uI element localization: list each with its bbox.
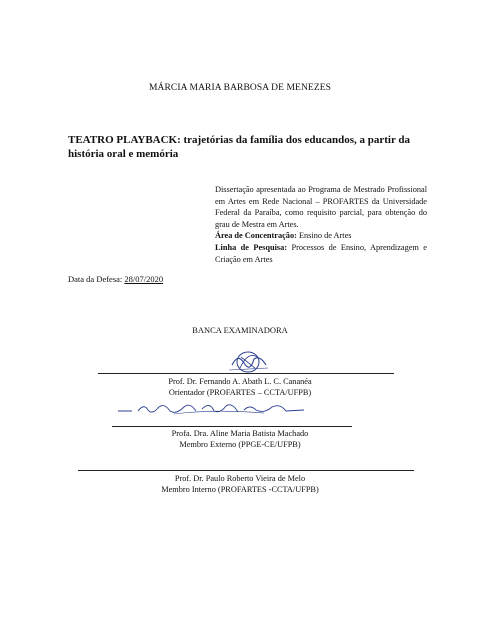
member-1-name: Prof. Dr. Fernando A. Abath L. C. Cananéa	[168, 377, 312, 386]
member-2	[0, 428, 480, 450]
signature-line-3	[78, 470, 414, 471]
area-value: Ensino de Artes	[298, 231, 352, 241]
area-label: Área de Concentração:	[215, 231, 297, 241]
defense-label: Data da Defesa:	[68, 274, 123, 284]
member-1	[0, 376, 480, 398]
signature-2-icon	[114, 399, 338, 417]
banca-heading: BANCA EXAMINADORA	[192, 325, 288, 335]
signature-line-2	[112, 426, 352, 427]
defense-date: 28/07/2020	[124, 274, 164, 284]
member-1-role: Orientador (PROFARTES – CCTA/UFPB)	[168, 388, 312, 397]
dissertation-title: TEATRO PLAYBACK: trajetórias da família dos educandos, a partir da história oral e memória	[68, 134, 411, 160]
linha-value: Processos de Ensino, Aprendizagem e Criação em Artes	[215, 242, 427, 264]
member-3	[0, 473, 480, 495]
abstract-block	[215, 184, 427, 265]
author-name: MÁRCIA MARIA BARBOSA DE MENEZES	[148, 83, 332, 93]
member-2-role: Membro Externo (PPGE-CE/UFPB)	[179, 440, 301, 449]
signature-line-1	[98, 373, 394, 374]
member-3-name: Prof. Dr. Paulo Roberto Vieira de Melo	[174, 474, 306, 483]
member-3-role: Membro Interno (PROFARTES -CCTA/UFPB)	[161, 485, 319, 494]
member-2-name: Profa. Dra. Aline Maria Batista Machado	[171, 429, 309, 438]
signature-1-icon	[226, 349, 270, 375]
abstract-text: Dissertação apresentada ao Programa de Mestrado Profissional em Artes em Rede Nacional – PROFARTES da Universidade Federal da Paraíba, como requisito parcial, para obtenção do grau de Mestra em Artes.	[215, 185, 427, 229]
linha-label: Linha de Pesquisa:	[215, 242, 288, 252]
defense-date-line	[68, 274, 163, 284]
